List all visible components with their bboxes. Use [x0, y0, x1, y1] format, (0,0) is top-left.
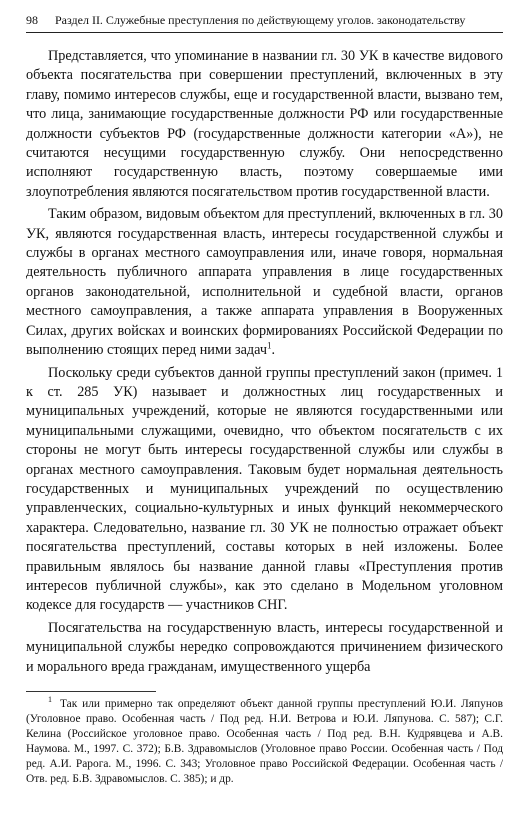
paragraph-3: Поскольку среди субъектов данной группы преступлений закон (примеч. 1 к ст. 285 УК) называет и должностных лиц государственных и муниципальных учреждений, которые не являются государственными или муниципальными служащими, очевидно, что объектом посягательств с их стороны не могут быть интересы государственной службы или службы в органах местного самоуправления. Таковым будет нормальная деятельность государственных и муниципальных учреждений по осуществлению управленческих, социально-культурных и иных функций некоммерческого характера. Следовательно, название гл. 30 УК не полностью отражает объект посягательства преступлений, составы которых в ней изложены. Более правильным являлось бы название данной главы «Преступления против интересов публичной службы», как это сделано в Модельном уголовном кодексе для государств — участников СНГ.	[26, 364, 503, 614]
paragraph-2-text: Таким образом, видовым объектом для преступлений, включенных в гл. 30 УК, являются государственная власть, интересы государственной службы и службы в органах местного самоуправления или, иначе говоря, нормальная деятельность публичного аппарата управления в лице государственных органов законодательной, исполнительной и судебной власти, органов местного самоуправления, а также аппарата управления в Вооруженных Силах, других войсках и воинских формированиях Российской Федерации по выполнению стоящих перед ними задач	[26, 206, 503, 359]
page-number: 98	[26, 13, 38, 27]
paragraph-4: Посягательства на государственную власть, интересы государственной и муниципальной службы нередко сопровождаются причинением физического и морального вреда гражданам, имущественного ущерба	[26, 619, 503, 675]
footnote	[26, 697, 503, 787]
main-text	[26, 47, 503, 680]
running-title: Раздел II. Служебные преступления по действующему уголов. законодательству	[55, 13, 466, 27]
paragraph-2	[26, 205, 503, 360]
footnote-divider	[26, 691, 156, 692]
running-header	[26, 8, 503, 33]
footnote-text: Так или примерно так определяют объект данной группы преступлений Ю.И. Ляпунов (Уголовное право. Особенная часть / Под ред. Н.И. Ветрова и Ю.И. Ляпунова. С. 587); С.Г. Келина (Российское уголовное право. Особенная часть / Под ред. В.Н. Кудрявцева и А.В. Наумова. М., 1997. С. 372); Б.В. Здравомыслов (Уголовное право России. Особенная часть / Под ред. А.И. Рарога. М., 1996. С. 343; Уголовное право Российской Федерации. Особенная часть / Отв. ред. Б.В. Здравомыслов. С. 385); и др.	[26, 698, 503, 785]
paragraph-1: Представляется, что упоминание в названии гл. 30 УК в качестве видового объекта посягательства при совершении преступлений, включенных в эту главу, помимо интересов службы, еще и государственной власти, вызвано тем, что лица, занимающие государственные должности РФ или государственные должности субъектов РФ (государственные должности категории «А»), не считаются несущими государственную службу. Они непосредственно исполняют государственную власть, поэтому совершаемые ими злоупотребления являются посягательством против государственной власти.	[26, 48, 503, 200]
paragraph-2-end: .	[271, 342, 276, 359]
footnote-marker: 1	[48, 695, 52, 705]
footnote-reference[interactable]: 1	[267, 340, 272, 351]
